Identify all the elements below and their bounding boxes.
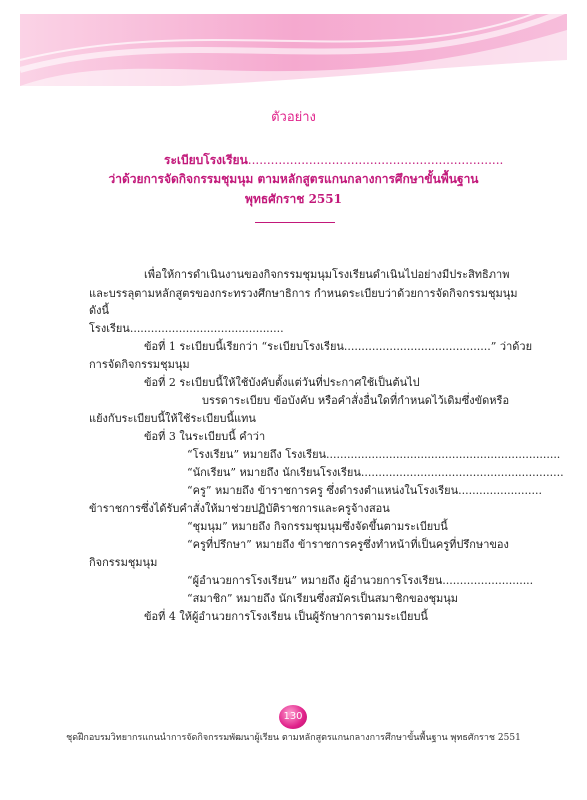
body-line: กิจกรรมชุมนุม [89, 556, 158, 569]
clause-4: ข้อที่ 4 ให้ผู้อำนวยการโรงเรียน เป็นผู้รักษาการตามระเบียบนี้ [144, 610, 428, 623]
title-line-1-dots: ................................................................... [247, 153, 504, 167]
body-line: ดังนี้ [89, 304, 110, 317]
definition-line: “โรงเรียน” หมายถึง โรงเรียน................................................................... [187, 448, 561, 461]
body-line: เพื่อให้การดำเนินงานของกิจกรรมชุมนุมโรงเรียนดำเนินไปอย่างมีประสิทธิภาพ [144, 268, 510, 281]
definition-line: “นักเรียน” หมายถึง นักเรียนโรงเรียน.......................................................... [187, 466, 564, 479]
body-line: การจัดกิจกรรมชุมนุม [89, 358, 190, 371]
title-line-3: พุทธศักราช 2551 [245, 192, 342, 206]
header-banner [0, 0, 587, 120]
definition-line: “ชุมนุม” หมายถึง กิจกรรมชุมนุมซึ่งจัดขึ้นตามระเบียบนี้ [187, 520, 448, 533]
body-line: บรรดาระเบียบ ข้อบังคับ หรือคำสั่งอื่นใดที่กำหนดไว้เดิมซึ่งขัดหรือ [202, 394, 510, 407]
definition-line: “สมาชิก” หมายถึง นักเรียนซึ่งสมัครเป็นสมาชิกของชุมนุม [187, 592, 459, 605]
definition-line: “ครูที่ปรึกษา” หมายถึง ข้าราชการครูซึ่งทำหน้าที่เป็นครูที่ปรึกษาของ [187, 538, 509, 551]
title-line-1-text: ระเบียบโรงเรียน [164, 153, 248, 167]
sample-label: ตัวอย่าง [271, 110, 316, 125]
title-divider [255, 222, 335, 223]
definition-line: “ครู” หมายถึง ข้าราชการครู ซึ่งดำรงตำแหน่งในโรงเรียน........................ [187, 484, 543, 497]
clause-3: ข้อที่ 3 ในระเบียบนี้ คำว่า [144, 430, 266, 443]
clause-2: ข้อที่ 2 ระเบียบนี้ให้ใช้บังคับตั้งแต่วันที่ประกาศใช้เป็นต้นไป [144, 376, 420, 389]
body-line: โรงเรียน............................................ [89, 322, 284, 335]
body-line: และบรรลุตามหลักสูตรของกระทรวงศึกษาธิการ กำหนดระเบียบว่าด้วยการจัดกิจกรรมชุมนุม [89, 287, 518, 300]
title-line-1 [164, 151, 503, 170]
page-number-badge: 130 [279, 705, 307, 729]
footer-text: ชุดฝึกอบรมวิทยากรแกนนำการจัดกิจกรรมพัฒนาผู้เรียน ตามหลักสูตรแกนกลางการศึกษาขั้นพื้นฐาน พุทธศักราช 2551 [66, 733, 521, 743]
body-line: ข้าราชการซึ่งได้รับคำสั่งให้มาช่วยปฏิบัติราชการและครูจ้างสอน [89, 502, 390, 515]
title-line-2: ว่าด้วยการจัดกิจกรรมชุมนุม ตามหลักสูตรแกนกลางการศึกษาขั้นพื้นฐาน [108, 172, 479, 186]
body-line: แย้งกับระเบียบนี้ให้ใช้ระเบียบนี้แทน [89, 412, 256, 425]
clause-1: ข้อที่ 1 ระเบียบนี้เรียกว่า “ระเบียบโรงเรียน..........................................” ว่าด้วย [144, 340, 533, 353]
definition-line: “ผู้อำนวยการโรงเรียน” หมายถึง ผู้อำนวยการโรงเรียน.......................... [187, 574, 534, 587]
